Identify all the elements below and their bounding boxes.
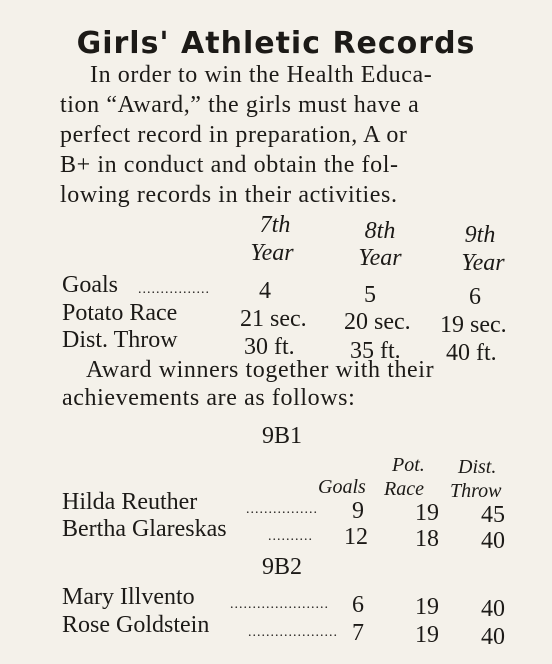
- row-value: 21 sec.: [240, 306, 307, 332]
- row-label: Potato Race: [62, 300, 178, 326]
- winners-intro-line: achievements are as follows:: [62, 385, 356, 411]
- column-header: Throw: [450, 480, 502, 502]
- year-header: Year: [461, 250, 505, 276]
- intro-line: B+ in conduct and obtain the fol-: [60, 152, 399, 178]
- intro-line: perfect record in preparation, A or: [60, 122, 408, 148]
- row-value: 30 ft.: [244, 334, 295, 360]
- winner-name: Rose Goldstein: [62, 612, 210, 638]
- winner-goals: 7: [352, 620, 364, 646]
- leader-dots: ................: [246, 502, 318, 517]
- intro-paragraph: [60, 60, 530, 210]
- row-value: 35 ft.: [350, 338, 401, 364]
- year-header: 9th: [464, 222, 496, 248]
- row-value: 6: [469, 284, 481, 310]
- winner-race: 19: [415, 594, 439, 620]
- winner-name: Hilda Reuther: [62, 489, 198, 515]
- year-header: 7th: [259, 212, 291, 238]
- winner-race: 19: [415, 622, 439, 648]
- leader-dots: ....................: [248, 625, 338, 640]
- page-title: Girls' Athletic Records: [76, 26, 476, 61]
- leader-dots: ................: [138, 282, 210, 297]
- winner-throw: 45: [481, 502, 505, 528]
- winner-throw: 40: [481, 596, 505, 622]
- column-header: Goals: [318, 476, 366, 498]
- row-value: 20 sec.: [344, 309, 411, 335]
- column-header: Pot.: [392, 454, 425, 476]
- leader-dots: ......................: [230, 597, 329, 612]
- year-header: Year: [358, 245, 402, 271]
- row-label: Dist. Throw: [62, 327, 178, 353]
- year-header: Year: [250, 240, 294, 266]
- winner-race: 18: [415, 526, 439, 552]
- intro-line: lowing records in their activities.: [60, 182, 398, 208]
- winner-goals: 9: [352, 498, 364, 524]
- winner-name: Mary Illvento: [62, 584, 195, 610]
- winner-goals: 6: [352, 592, 364, 618]
- group-heading: 9B1: [262, 423, 303, 449]
- group-heading: 9B2: [262, 554, 303, 580]
- row-value: 5: [364, 282, 376, 308]
- intro-line: tion “Award,” the girls must have a: [60, 92, 420, 118]
- row-value: 40 ft.: [446, 340, 497, 366]
- row-value: 4: [259, 278, 271, 304]
- year-header: 8th: [364, 218, 396, 244]
- row-value: 19 sec.: [440, 312, 507, 338]
- winners-intro-line: Award winners together with their: [86, 357, 435, 383]
- winner-throw: 40: [481, 528, 505, 554]
- winner-name: Bertha Glareskas: [62, 516, 227, 542]
- leader-dots: ..........: [268, 529, 313, 544]
- winner-throw: 40: [481, 624, 505, 650]
- winner-race: 19: [415, 500, 439, 526]
- column-header: Race: [384, 478, 424, 500]
- column-header: Dist.: [458, 456, 497, 478]
- winner-goals: 12: [344, 524, 368, 550]
- row-label: Goals: [62, 272, 118, 298]
- intro-line: In order to win the Health Educa-: [90, 62, 433, 88]
